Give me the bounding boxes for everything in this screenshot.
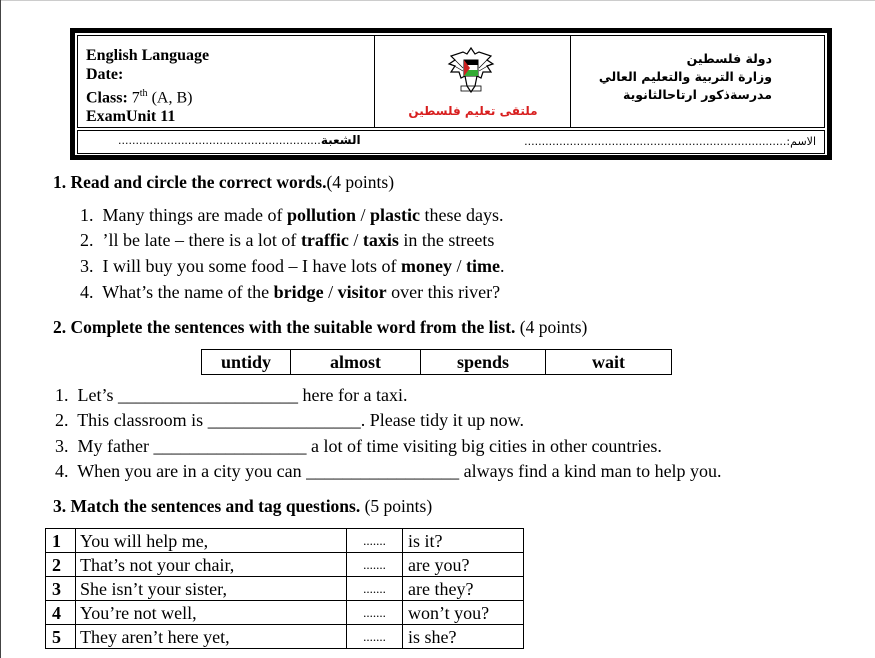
row-tag: won’t you?: [403, 601, 524, 625]
class-label: Class:: [86, 89, 128, 107]
s2-item-num: 4.: [55, 461, 69, 481]
header-bottom-row: [77, 130, 825, 154]
s2-item-pre: This classroom is: [77, 410, 208, 430]
choice-b[interactable]: visitor: [337, 282, 387, 302]
word-list-item: untidy: [202, 350, 291, 374]
s1-item-post: in the streets: [398, 230, 495, 250]
class-value: 7: [127, 89, 140, 107]
row-sentence: They aren’t here yet,: [76, 625, 347, 649]
table-row: [46, 577, 524, 601]
row-tag: are you?: [403, 553, 524, 577]
match-blank[interactable]: .......: [347, 529, 403, 553]
choice-a[interactable]: traffic: [300, 230, 349, 250]
row-sentence: She isn’t your sister,: [76, 577, 347, 601]
s2-item-num: 3.: [55, 436, 69, 456]
word-list-item: wait: [592, 352, 625, 372]
choice-b[interactable]: taxis: [362, 230, 399, 250]
s2-item-2: [55, 410, 524, 431]
name-dots: ...........................................................................: [524, 135, 787, 148]
row-tag: is she?: [403, 625, 524, 649]
word-list-box: [201, 349, 672, 375]
choice-a[interactable]: money: [400, 256, 452, 276]
section-label: الشعبة: [320, 133, 361, 147]
class-line: [86, 84, 374, 107]
s2-item-post: here for a taxi.: [298, 385, 408, 405]
match-blank[interactable]: .......: [347, 577, 403, 601]
section1-title-text: 1. Read and circle the correct words.: [53, 172, 327, 192]
s1-item-num: 1.: [80, 205, 94, 225]
choice-sep: /: [348, 230, 363, 250]
answer-blank[interactable]: _________________: [306, 461, 460, 481]
section2-title-text: 2. Complete the sentences with the suitable word from the list.: [53, 317, 516, 337]
arabic-ministry: وزارة التربية والتعليم العالي: [598, 69, 772, 84]
section1-points: (4 points): [326, 172, 395, 192]
choice-sep: /: [323, 282, 338, 302]
s2-item-pre: When you are in a city you can: [77, 461, 307, 481]
s2-item-post: a lot of time visiting big cities in other countries.: [306, 436, 662, 456]
s1-item-2: [80, 230, 494, 251]
match-table: [45, 528, 524, 649]
match-blank[interactable]: .......: [347, 601, 403, 625]
s1-item-pre: Many things are made of: [102, 205, 287, 225]
s1-item-pre: ’ll be late – there is a lot of: [102, 230, 301, 250]
exam-label: ExamUnit 11: [86, 108, 176, 126]
header-info: [78, 36, 375, 127]
choice-b[interactable]: time: [465, 256, 500, 276]
choice-b[interactable]: plastic: [370, 205, 421, 225]
s2-item-post: . Please tidy it up now.: [360, 410, 525, 430]
section3-title-text: 3. Match the sentences and tag questions.: [53, 496, 361, 516]
section-dots: ..........................................................: [118, 134, 321, 147]
s2-item-3: [55, 436, 662, 457]
row-number: 1: [46, 529, 76, 553]
answer-blank[interactable]: _________________: [207, 410, 361, 430]
arabic-state: دولة فلسطين: [686, 51, 772, 66]
arabic-school: مدرسةذكور ارتاحالثانوية: [623, 87, 772, 102]
word-list-item: almost: [291, 350, 421, 374]
section2-points: (4 points): [515, 317, 588, 337]
s2-item-4: [55, 461, 722, 482]
match-blank[interactable]: .......: [347, 553, 403, 577]
row-sentence: You will help me,: [76, 529, 347, 553]
section2-title: [53, 317, 587, 338]
header-arabic-info: [571, 36, 824, 127]
s1-item-num: 3.: [80, 256, 94, 276]
word-list-item: spends: [421, 350, 546, 374]
s2-item-pre: My father: [77, 436, 154, 456]
s1-item-post: these days.: [420, 205, 504, 225]
s2-item-num: 2.: [55, 410, 69, 430]
header-top-row: [77, 35, 825, 128]
s2-item-pre: Let’s: [77, 385, 118, 405]
class-groups: (A, B): [147, 89, 193, 107]
name-label: الاسم:: [786, 135, 816, 148]
s1-item-num: 2.: [80, 230, 94, 250]
answer-blank[interactable]: _________________: [153, 436, 307, 456]
table-row: [46, 553, 524, 577]
class-section-field[interactable]: [118, 133, 361, 147]
header-emblem-cell: [375, 36, 571, 127]
choice-sep: /: [451, 256, 466, 276]
section1-title: [53, 172, 394, 193]
palestine-eagle-emblem-icon: [447, 46, 495, 96]
row-number: 2: [46, 553, 76, 577]
s2-item-num: 1.: [55, 385, 69, 405]
row-number: 3: [46, 577, 76, 601]
s1-item-post: over this river?: [386, 282, 501, 302]
s1-item-post: .: [499, 256, 505, 276]
choice-a[interactable]: bridge: [273, 282, 324, 302]
answer-blank[interactable]: ____________________: [118, 385, 298, 405]
exam-header: [70, 28, 832, 160]
row-number: 4: [46, 601, 76, 625]
choice-sep: /: [355, 205, 370, 225]
table-row: [46, 601, 524, 625]
date-label: Date:: [86, 66, 124, 83]
page-left-edge: [0, 0, 1, 658]
student-name-field[interactable]: [524, 135, 816, 148]
row-tag: is it?: [403, 529, 524, 553]
s1-item-num: 4.: [80, 282, 94, 302]
match-blank[interactable]: .......: [347, 625, 403, 649]
s2-item-1: [55, 385, 407, 406]
s1-item-pre: I will buy you some food – I have lots of: [102, 256, 401, 276]
row-sentence: You’re not well,: [76, 601, 347, 625]
section3-points: (5 points): [360, 496, 433, 516]
s1-item-1: [80, 205, 504, 226]
forum-watermark-text: ملتقى تعليم فلسطين: [408, 104, 538, 118]
s1-item-3: [80, 256, 504, 277]
row-tag: are they?: [403, 577, 524, 601]
s1-item-4: [80, 282, 500, 303]
row-sentence: That’s not your chair,: [76, 553, 347, 577]
section3-title: [53, 496, 432, 517]
row-number: 5: [46, 625, 76, 649]
s2-item-post: always find a kind man to help you.: [459, 461, 722, 481]
s1-item-pre: What’s the name of the: [102, 282, 274, 302]
table-row: [46, 529, 524, 553]
table-row: [46, 625, 524, 649]
page-top-edge: [0, 0, 875, 1]
choice-a[interactable]: pollution: [286, 205, 356, 225]
subject-label: English Language: [86, 47, 210, 64]
class-sup: th: [139, 88, 148, 99]
